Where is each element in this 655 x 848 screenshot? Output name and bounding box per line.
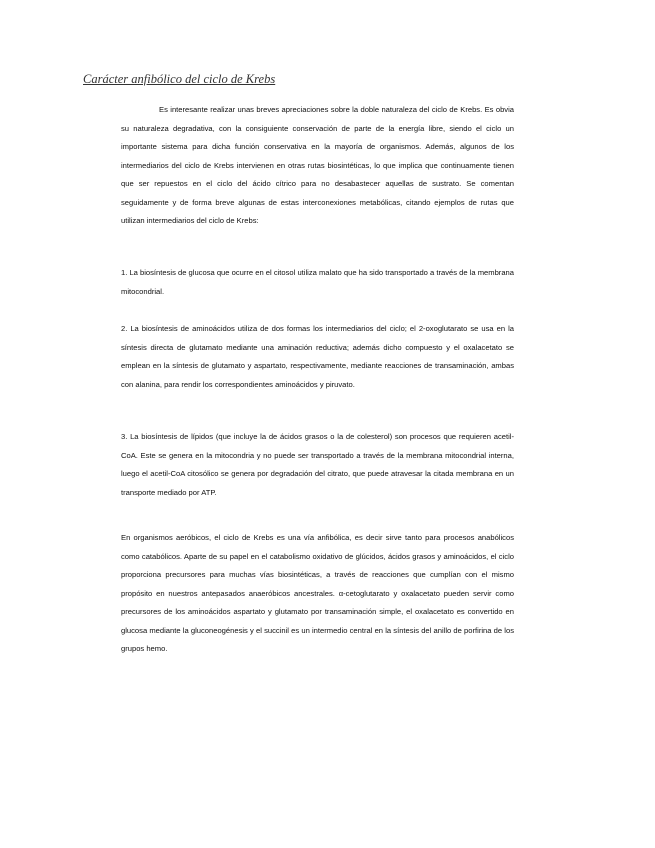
conclusion-paragraph: En organismos aeróbicos, el ciclo de Krebs es una vía anfibólica, es decir sirve tanto para procesos anabólicos como catabólicos. Aparte de su papel en el catabolismo oxidativo de glúcidos, ácidos grasos y aminoácidos, el ciclo proporciona precursores para muchas vías biosintéticas, a través de reacciones que cumplían con el mismo propósito en nuestros antepasados anaeróbicos ancestrales. α-cetoglutarato y oxalacetato pueden servir como precursores de los aminoácidos aspartato y glutamato por transaminación simple, el oxalacetato es convertido en glucosa mediante la gluconeogénesis y el succinil es un intermedio central en la síntesis del anillo de porfirina de los grupos hemo. (121, 533, 514, 653)
list-item-amino-acids: 2. La biosíntesis de aminoácidos utiliza de dos formas los intermediarios del ciclo; el 2-oxoglutarato se usa en la síntesis directa de glutamato mediante una aminación reductiva; además dicho compuesto y el oxalacetato se emplean en la síntesis de glutamato y aspartato, respectivamente, mediante reacciones de transaminación, ambas con alanina, para rendir los correspondientes aminoácidos y piruvato. (121, 324, 514, 389)
document-title: Carácter anfibólico del ciclo de Krebs (83, 72, 276, 86)
list-item-glucose: 1. La biosíntesis de glucosa que ocurre en el citosol utiliza malato que ha sido transportado a través de la membrana mitocondrial. (121, 268, 514, 296)
intro-paragraph: Es interesante realizar unas breves apreciaciones sobre la doble naturaleza del ciclo de Krebs. Es obvia su naturaleza degradativa, con la consiguiente conservación de parte de la energía libre, siendo el ciclo un importante sistema para dicha función conservativa en la mayoría de organismos. Además, algunos de los intermediarios del ciclo de Krebs intervienen en otras rutas biosintéticas, lo que implica que continuamente tienen que ser repuestos en el ciclo del ácido cítrico para no desabastecer aquellas de sustrato. Se comentan seguidamente y de forma breve algunas de estas interconexiones metabólicas, citando ejemplos de rutas que utilizan intermediarios del ciclo de Krebs: (121, 105, 514, 225)
list-item-lipids: 3. La biosíntesis de lípidos (que incluye la de ácidos grasos o la de colesterol) son procesos que requieren acetil-CoA. Este se genera en la mitocondria y no puede ser transportado a través de la membrana mitocondrial interna, luego el acetil-CoA citosólico se genera por degradación del citrato, que puede atravesar la citada membrana en un transporte mediado por ATP. (121, 432, 514, 497)
